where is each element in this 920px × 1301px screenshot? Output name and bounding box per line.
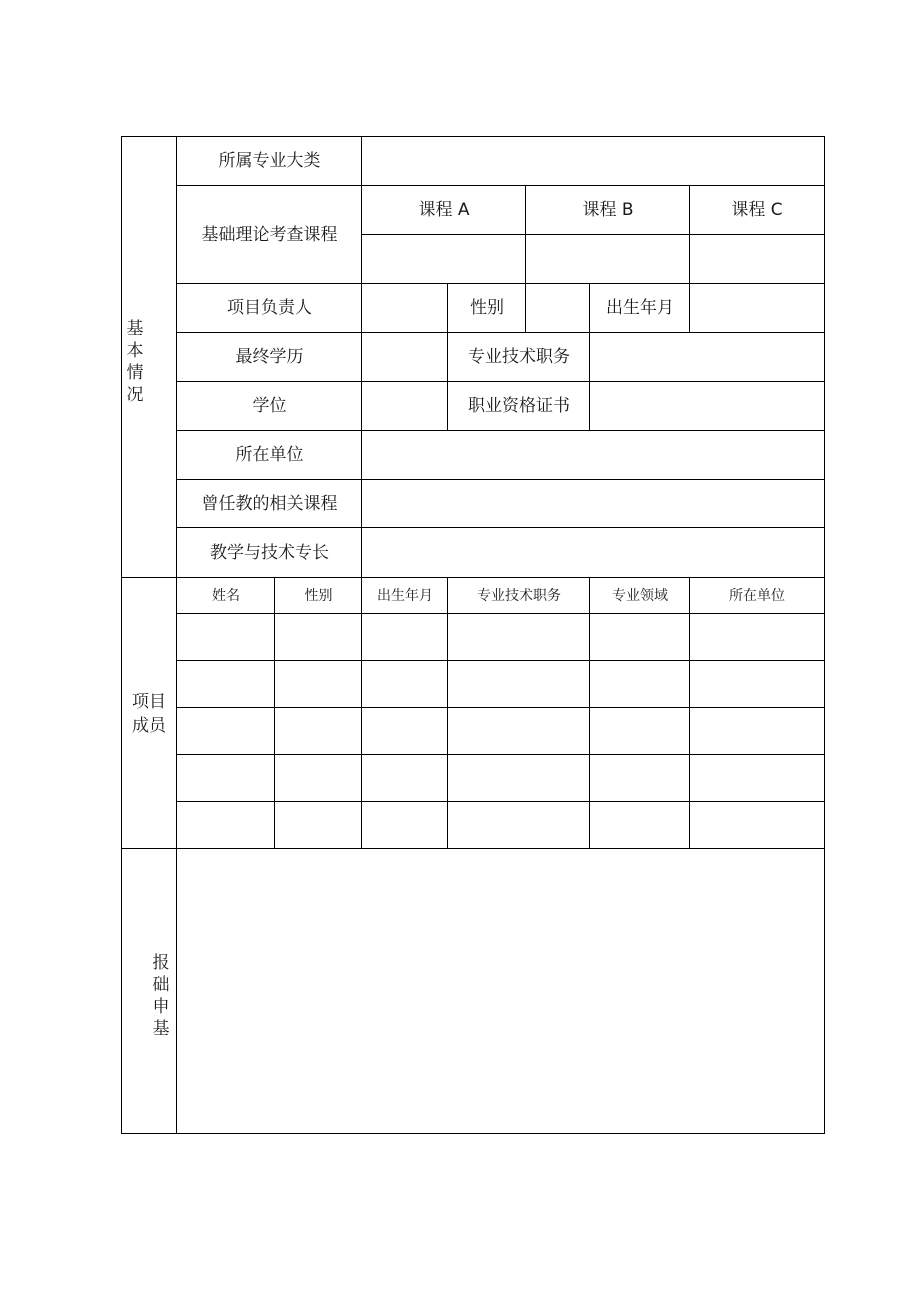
expertise-field[interactable] — [362, 528, 824, 578]
section-label-members: 项目 成员 — [132, 692, 166, 736]
section-sep-1 — [122, 577, 825, 578]
birth-field[interactable] — [690, 284, 824, 333]
border-left — [121, 136, 122, 1134]
v-line — [447, 578, 448, 849]
v-line — [689, 186, 690, 333]
unit-field[interactable] — [362, 431, 824, 480]
section-label-basic: 基 本 情 况 — [126, 319, 144, 405]
h-line — [177, 332, 825, 333]
h-line — [177, 283, 825, 284]
course-a-header: 课程 A — [418, 200, 470, 220]
v-line — [689, 578, 690, 849]
course-c-field[interactable] — [690, 235, 824, 284]
leader-label: 项目负责人 — [227, 298, 312, 318]
v-line — [361, 136, 362, 578]
members-header-birth: 出生年月 — [377, 588, 433, 604]
taught-courses-label: 曾任教的相关课程 — [201, 493, 338, 514]
gender-field[interactable] — [526, 284, 590, 333]
h-line — [362, 234, 825, 235]
course-c-header: 课程 C — [731, 200, 783, 220]
members-header-unit: 所在单位 — [729, 588, 785, 604]
border-right — [824, 136, 825, 1134]
members-header-gender: 性别 — [304, 588, 333, 604]
section-label-basis: 报 础 申 基 — [152, 953, 170, 1039]
course-b-header: 课程 B — [582, 200, 634, 220]
border-top — [122, 136, 825, 137]
section-divider — [176, 136, 177, 1134]
birth-label: 出生年月 — [606, 298, 674, 318]
theory-courses-label: 基础理论考查课程 — [201, 224, 338, 245]
unit-label: 所在单位 — [235, 445, 304, 465]
h-line — [177, 430, 825, 431]
members-header-field: 专业领域 — [612, 588, 668, 604]
gender-label: 性别 — [470, 298, 504, 318]
h-line — [177, 185, 825, 186]
degree-label: 学位 — [252, 396, 287, 416]
section-sep-2 — [122, 848, 825, 849]
qualification-field[interactable] — [590, 382, 824, 431]
h-line — [177, 479, 825, 480]
leader-field[interactable] — [362, 284, 448, 333]
course-a-field[interactable] — [362, 235, 526, 284]
education-label: 最终学历 — [235, 347, 304, 367]
v-line — [447, 284, 448, 431]
major-category-label: 所属专业大类 — [218, 151, 321, 171]
expertise-label: 教学与技术专长 — [210, 542, 329, 563]
members-header-title: 专业技术职务 — [477, 588, 561, 604]
tech-title-field[interactable] — [590, 333, 824, 382]
qualification-label: 职业资格证书 — [468, 396, 570, 416]
v-line — [361, 578, 362, 849]
taught-courses-field[interactable] — [362, 480, 824, 528]
education-field[interactable] — [362, 333, 448, 382]
border-bottom — [122, 1133, 825, 1134]
basis-content-field[interactable] — [177, 849, 824, 1134]
degree-field[interactable] — [362, 382, 448, 431]
course-b-field[interactable] — [526, 235, 690, 284]
h-line — [177, 381, 825, 382]
tech-title-label: 专业技术职务 — [468, 347, 570, 367]
major-category-field[interactable] — [362, 137, 824, 186]
members-header-name: 姓名 — [212, 588, 240, 604]
v-line — [525, 186, 526, 333]
v-line — [589, 578, 590, 849]
h-line — [177, 527, 825, 528]
v-line — [589, 284, 590, 431]
v-line — [274, 578, 275, 849]
